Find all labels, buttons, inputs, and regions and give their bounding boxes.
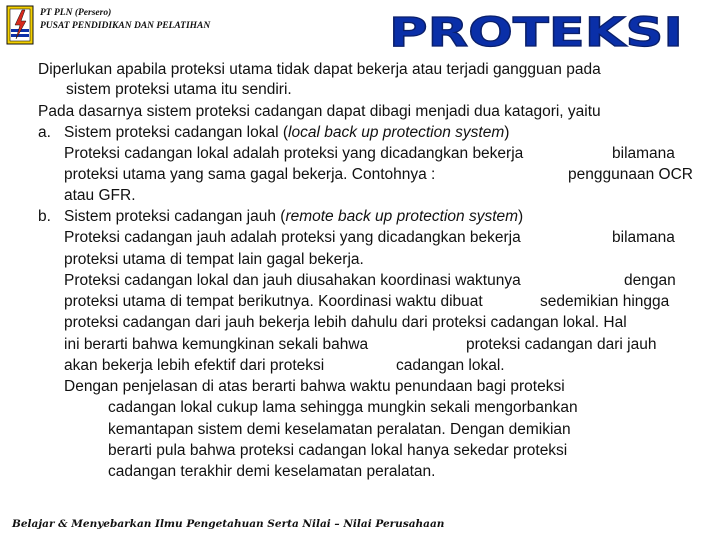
body-line [0,250,720,269]
body-line [0,462,720,481]
body-line [0,335,720,354]
org-line-1: PT PLN (Persero) [40,8,112,18]
text-segment: cadangan terakhir demi keselamatan peralatan. [108,463,436,480]
text-segment: Proteksi cadangan lokal dan jauh diusahakan koordinasi waktunya [64,272,521,289]
list-marker: b. [38,208,51,225]
text-segment: penggunaan OCR [568,166,693,183]
body-line [0,420,720,439]
text-segment: cadangan lokal cukup lama sehingga mungkin sekali mengorbankan [108,399,578,416]
body-line [0,441,720,460]
body-line [0,207,720,226]
body-line [0,144,720,163]
text-segment: ini berarti bahwa kemungkinan sekali bahwa [64,336,369,353]
text-segment: proteksi utama di tempat lain gagal bekerja. [64,251,364,268]
body-line [0,123,720,142]
text-segment: atau GFR. [64,187,136,204]
body-line [0,398,720,417]
body-line [0,377,720,396]
body-line [0,313,720,332]
body-line [0,271,720,290]
body-line [0,165,720,184]
body-line [0,356,720,375]
body-line [0,186,720,205]
text-segment: proteksi cadangan dari jauh bekerja lebih dahulu dari proteksi cadangan lokal. Hal [64,314,627,331]
text-segment: proteksi utama di tempat berikutnya. Koordinasi waktu dibuat [64,293,483,310]
text-segment: kemantapan sistem demi keselamatan peralatan. Dengan demikian [108,421,571,438]
text-segment: remote back up protection system [285,208,519,225]
text-segment: ) [504,124,510,141]
text-segment: akan bekerja lebih efektif dari proteksi [64,357,325,374]
text-segment: cadangan lokal. [396,357,505,374]
text-segment: Sistem proteksi cadangan jauh ( [64,208,286,225]
text-segment: proteksi cadangan dari jauh [466,336,657,353]
body-line [0,228,720,247]
list-marker: a. [38,124,51,141]
text-segment: ) [518,208,524,225]
body-line [0,60,720,79]
org-line-2: PUSAT PENDIDIKAN DAN PELATIHAN [40,21,211,31]
body-line [0,80,720,99]
text-segment: bilamana [612,229,675,246]
text-segment: Proteksi cadangan jauh adalah proteksi yang dicadangkan bekerja [64,229,521,246]
text-segment: local back up protection system [288,124,505,141]
body-line [0,292,720,311]
text-segment: berarti pula bahwa proteksi cadangan lokal hanya sekedar proteksi [108,442,568,459]
banner-title: PROTEKSI [389,10,683,54]
text-segment: Pada dasarnya sistem proteksi cadangan dapat dibagi menjadi dua katagori, yaitu [38,103,601,120]
text-segment: dengan [624,272,676,289]
text-segment: sedemikian hingga [540,293,670,310]
text-segment: Dengan penjelasan di atas berarti bahwa waktu penundaan bagi proteksi [64,378,565,395]
text-segment: sistem proteksi utama itu sendiri. [66,81,292,98]
text-segment: Sistem proteksi cadangan lokal ( [64,124,289,141]
footer-tagline: Belajar & Menyebarkan Ilmu Pengetahuan Serta Nilai – Nilai Perusahaan [12,518,445,530]
text-segment: proteksi utama yang sama gagal bekerja. Contohnya : [64,166,436,183]
text-segment: Diperlukan apabila proteksi utama tidak dapat bekerja atau terjadi gangguan pada [38,61,601,78]
text-segment: bilamana [612,145,675,162]
body-line [0,102,720,121]
text-segment: Proteksi cadangan lokal adalah proteksi yang dicadangkan bekerja [64,145,524,162]
